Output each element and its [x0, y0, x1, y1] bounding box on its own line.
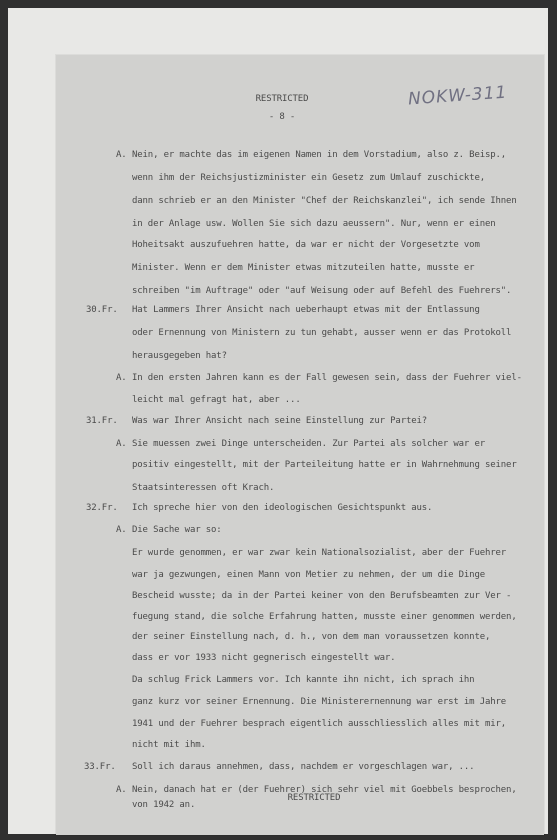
transcript-line: Bescheid wusste; da in der Partei keiner von den Berufsbeamten zur Ver -: [132, 591, 512, 601]
speaker-label: 30.Fr.: [86, 305, 118, 315]
transcript-line: Hoheitsakt auszufuehren hatte, da war er nicht der Vorgesetzte vom: [132, 240, 480, 250]
transcript-line: dann schrieb er an den Minister "Chef der Reichskanzlei", ich sende Ihnen: [132, 196, 517, 206]
transcript-line: Er wurde genommen, er war zwar kein Nationalsozialist, aber der Fuehrer: [132, 548, 507, 558]
transcript-line: Da schlug Frick Lammers vor. Ich kannte ihn nicht, ich sprach ihn: [132, 675, 475, 685]
transcript-line: Hat Lammers Ihrer Ansicht nach ueberhaupt etwas mit der Entlassung: [132, 305, 480, 315]
transcript-line: fuegung stand, die solche Erfahrung hatten, musste einer genommen werden,: [132, 612, 517, 622]
speaker-label: A.: [116, 373, 127, 383]
transcript-line: Sie muessen zwei Dinge unterscheiden. Zur Partei als solcher war er: [132, 439, 485, 449]
transcript-line: 1941 und der Fuehrer besprach eigentlich ausschliesslich alles mit mir,: [132, 719, 507, 729]
transcript-line: in der Anlage usw. Wollen Sie sich dazu aeussern". Nur, wenn er einen: [132, 219, 496, 229]
classification-header: RESTRICTED: [255, 94, 309, 104]
transcript-line: Staatsinteressen oft Krach.: [132, 483, 275, 493]
document-stamp: NOKW-311: [407, 82, 508, 110]
transcript-line: Nein, er machte das im eigenen Namen in dem Vorstadium, also z. Beisp.,: [132, 150, 507, 160]
transcript-line: leicht mal gefragt hat, aber ...: [132, 395, 301, 405]
transcript-line: herausgegeben hat?: [132, 351, 227, 361]
speaker-label: A.: [116, 785, 127, 795]
speaker-label: 32.Fr.: [86, 503, 118, 513]
transcript-line: der seiner Einstellung nach, d. h., von dem man voraussetzen konnte,: [132, 632, 491, 642]
speaker-label: 31.Fr.: [86, 416, 118, 426]
speaker-label: A.: [116, 150, 127, 160]
speaker-label: A.: [116, 439, 127, 449]
transcript-line: positiv eingestellt, mit der Parteileitung hatte er in Wahrnehmung seiner: [132, 460, 517, 470]
transcript-line: Soll ich daraus annehmen, dass, nachdem er vorgeschlagen war, ...: [132, 762, 475, 772]
transcript-line: schreiben "im Auftrage" oder "auf Weisung oder auf Befehl des Fuehrers".: [132, 286, 512, 296]
speaker-label: A.: [116, 525, 127, 535]
transcript-line: war ja gezwungen, einen Mann von Metier zu nehmen, der um die Dinge: [132, 570, 485, 580]
transcript-line: dass er vor 1933 nicht gegnerisch eingestellt war.: [132, 653, 396, 663]
transcript-line: Nein, danach hat er (der Fuehrer) sich sehr viel mit Goebbels besprochen,: [132, 785, 517, 795]
transcript-line: oder Ernennung von Ministern zu tun gehabt, ausser wenn er das Protokoll: [132, 328, 512, 338]
transcript-line: In den ersten Jahren kann es der Fall gewesen sein, dass der Fuehrer viel-: [132, 373, 522, 383]
transcript-line: ganz kurz vor seiner Ernennung. Die Ministerernennung war erst im Jahre: [132, 697, 507, 707]
page-number: - 8 -: [268, 112, 296, 122]
transcript-line: wenn ihm der Reichsjustizminister ein Gesetz zum Umlauf zuschickte,: [132, 173, 485, 183]
transcript-line: nicht mit ihm.: [132, 740, 206, 750]
transcript-line: von 1942 an.: [132, 800, 196, 810]
classification-footer: RESTRICTED: [287, 793, 341, 803]
transcript-line: Was war Ihrer Ansicht nach seine Einstellung zur Partei?: [132, 416, 428, 426]
transcript-line: Minister. Wenn er dem Minister etwas mitzuteilen hatte, musste er: [132, 263, 475, 273]
speaker-label: 33.Fr.: [84, 762, 116, 772]
transcript-line: Ich spreche hier von den ideologischen Gesichtspunkt aus.: [132, 503, 433, 513]
transcript-line: Die Sache war so:: [132, 525, 222, 535]
